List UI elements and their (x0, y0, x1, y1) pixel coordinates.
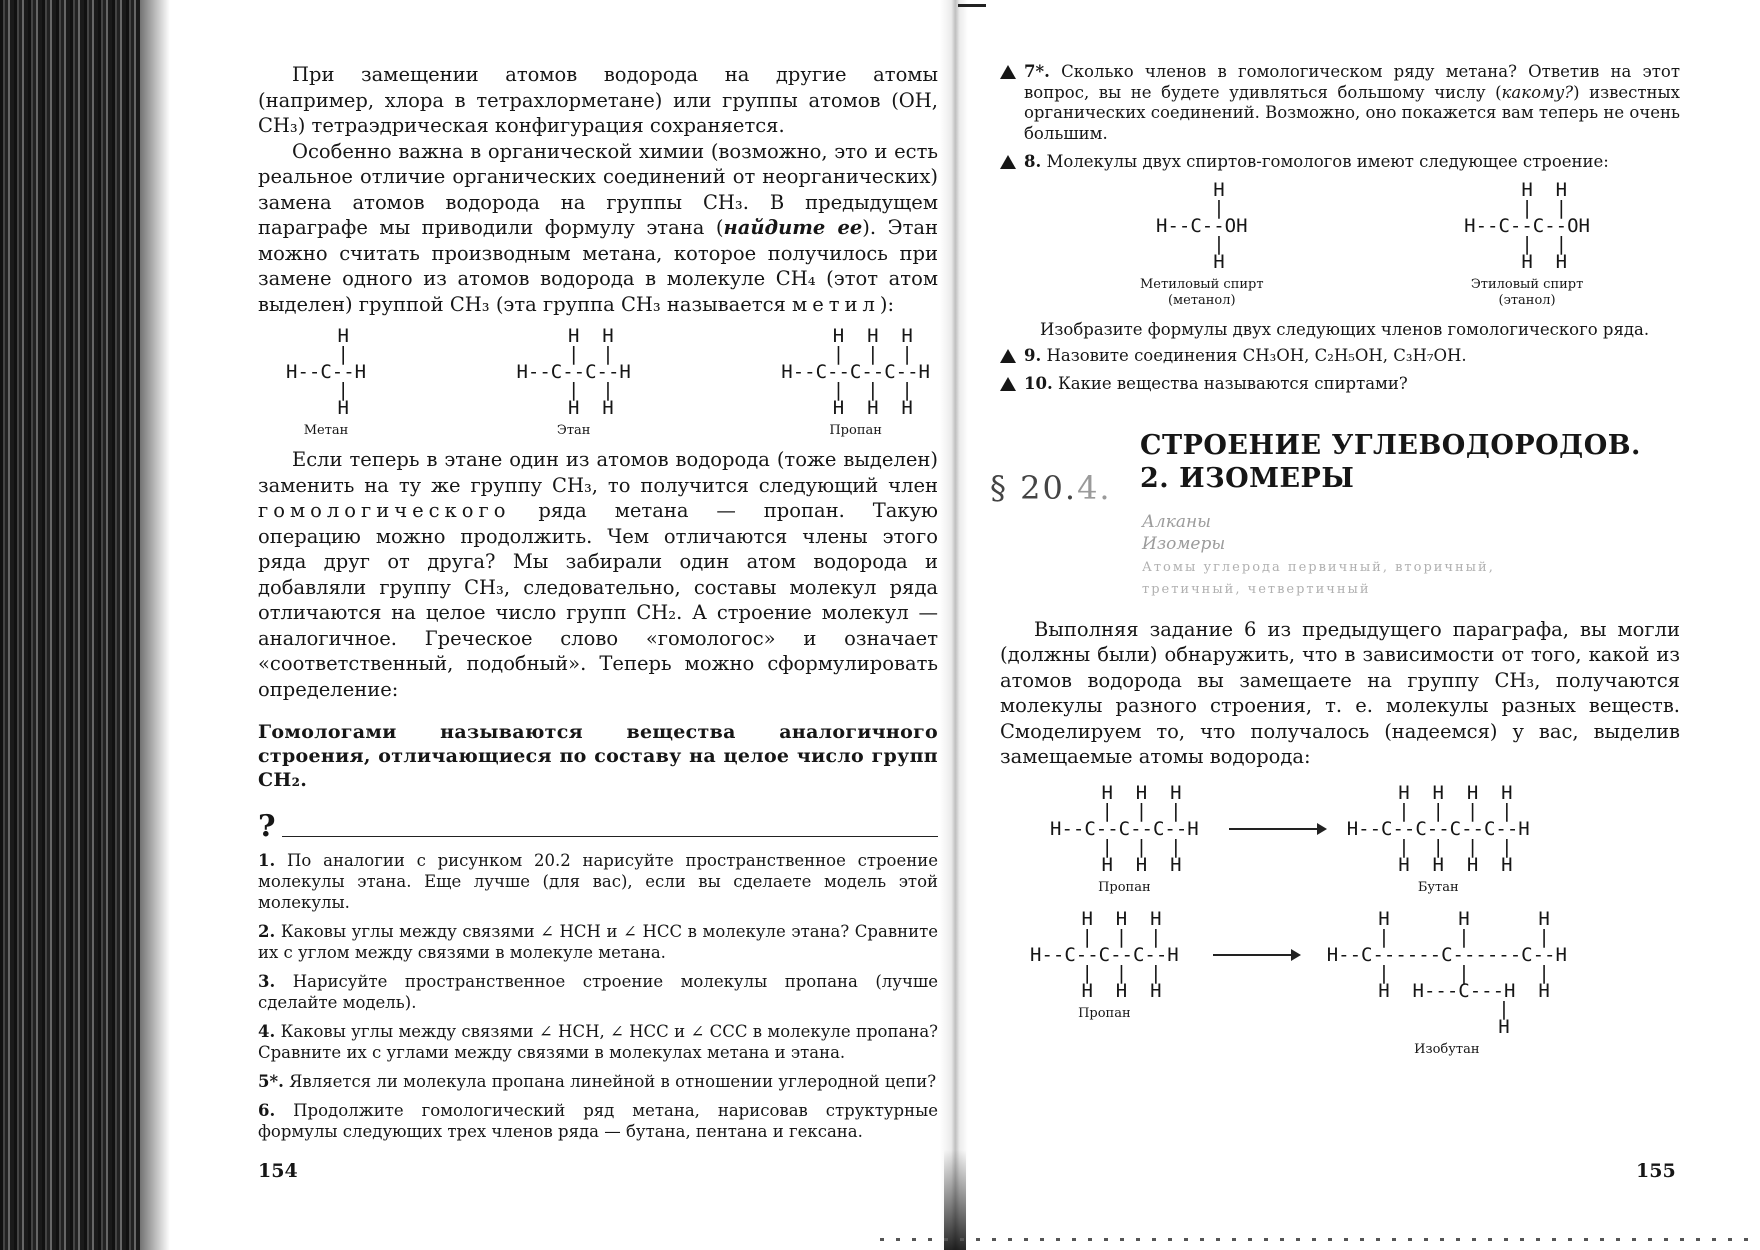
arrow-icon (1229, 828, 1325, 830)
paragraph: При замещении атомов водорода на другие атомы (например, хлора в тетрахлорметане) или группы атомов (OH, CH₃) тетраэдрическая конфигурация сохраняется. (258, 63, 938, 137)
question-item: 3. Нарисуйте пространственное строение молекулы пропана (лучше сделайте модель). (258, 972, 938, 1012)
book-gutter (940, 0, 968, 1250)
definition: Гомологами называются вещества аналогичного строения, отличающиеся по составу на целое число групп CH₂. (258, 721, 938, 791)
question-item: 7*. Сколько членов в гомологическом ряду метана? Ответив на этот вопрос, вы не будете удивляться большому числу (какому?) известных органических соединений. Возможно, оно покажется вам теперь не очень большим. (1000, 62, 1680, 144)
questions-list (258, 850, 938, 1142)
task-text: Изобразите формулы двух следующих членов гомологического ряда. (1040, 319, 1650, 339)
paragraph: Выполняя задание 6 из предыдущего параграфа, вы могли (должны были) обнаружить, что в зависимости от того, какой из атомов водорода вы замещаете на группу CH₃, получаются молекулы разного строения, т. е. молекулы разных веществ. Смоделируем то, что получалось (надеемся) у вас, выделив замещаемые атомы водорода: (1000, 617, 1680, 768)
question-item: 9. Назовите соединения CH₃OH, C₂H₅OH, C₃H₇OH. (1000, 346, 1680, 367)
keyword: Изомеры (1142, 533, 1226, 554)
question-item: 2. Каковы углы между связями ∠ HCH и ∠ HCC в молекуле этана? Сравните их с углом между связями в молекуле метана. (258, 922, 939, 962)
butane-formula: H H H H | | | | H--C--C--C--C--H | | | | H H H H Бутан (1346, 781, 1530, 895)
question-mark-icon: ? (258, 809, 276, 844)
book-spine (0, 0, 140, 1250)
homolog-formulas (258, 327, 938, 439)
page-edge (880, 1238, 1760, 1241)
paragraph: Особенно важна в органической химии (возможно, это и есть реальное отличие органических соединений от неорганических) замена атомов водорода на группы CH₃. В предыдущем параграфе мы приводили формулу этана (найдите ее). Этан можно считать производным метана, которое получилось при замене одного из атомов водорода в молекуле CH₄ (этот атом выделен) группой CH₃ (эта группа CH₃ называется метил): (258, 139, 938, 316)
section-number: § 20.4. (990, 468, 1112, 507)
ethane-formula: H H | | H--C--C--H | | H H Этан (516, 325, 631, 438)
methanol-formula: H | H--C--OH | H Метиловый спирт (метанол) (1140, 178, 1264, 308)
question-item: 10. Какие вещества называются спиртами? (1000, 374, 1680, 395)
question-item: 1. По аналогии с рисунком 20.2 нарисуйте пространственное строение молекулы этана. Еще лучше (для вас), если вы сделаете модель этой молекулы. (258, 851, 939, 912)
triangle-icon (1000, 349, 1016, 363)
propane-formula: H H H | | | H--C--C--C--H | | | H H H Пропан (1050, 781, 1199, 895)
questions-header (258, 809, 938, 844)
arrow-icon (1213, 954, 1299, 956)
keyword: третичный, четвертичный (1142, 581, 1371, 597)
isobutane-formula: H H H | | | H--C------C------C--H | | | H H---C---H H | H Изобутан (1326, 907, 1567, 1057)
page-number: 155 (1636, 1160, 1676, 1182)
alcohol-formulas (1000, 178, 1680, 309)
isomer-scheme-row2 (1000, 907, 1680, 1058)
right-page (990, 62, 1680, 1058)
section-title: СТРОЕНИЕ УГЛЕВОДОРОДОВ. 2. ИЗОМЕРЫ (1140, 429, 1641, 494)
page-number: 154 (258, 1160, 298, 1182)
keyword: Атомы углерода первичный, вторичный, (1142, 559, 1495, 575)
propane-formula: H H H | | | H--C--C--C--H | | | H H H Пропан (1030, 907, 1179, 1021)
question-item: 4. Каковы углы между связями ∠ HCH, ∠ HCC и ∠ CCC в молекуле пропана? Сравните их с углами между связями в молекулах метана и этана. (258, 1022, 938, 1062)
question-item: 8. Молекулы двух спиртов-гомологов имеют следующее строение: (1000, 152, 1680, 173)
left-page (258, 62, 938, 1142)
isomer-scheme-row1 (1000, 781, 1680, 896)
divider (282, 836, 938, 837)
ethanol-formula: H H | | H--C--C--OH | | H H Этиловый спирт (этанол) (1464, 178, 1590, 308)
paragraph: Если теперь в этане один из атомов водорода (тоже выделен) заменить на ту же группу CH₃, то получится следующий член гомологического ряда метана — пропан. Такую операцию можно продолжить. Чем отличаются члены этого ряда друг от друга? Мы забирали один атом водорода и добавляли группу CH₃, следовательно, составы молекул ряда отличаются на целое число групп CH₂. А строение молекул — аналогичное. Греческое слово «гомологос» и означает «соответственный, подобный». Теперь можно сформулировать определение: (258, 448, 938, 701)
triangle-icon (1000, 155, 1016, 169)
triangle-icon (1000, 377, 1016, 391)
scan-mark (958, 4, 986, 7)
keyword: Алканы (1142, 511, 1212, 532)
triangle-icon (1000, 65, 1016, 79)
section-header (990, 429, 1680, 605)
question-item: 6. Продолжите гомологический ряд метана, нарисовав структурные формулы следующих трех членов ряда — бутана, пентана и гексана. (258, 1101, 938, 1141)
methane-formula: H | H--C--H | H Метан (286, 325, 367, 438)
question-item: 5*. Является ли молекула пропана линейной в отношении углеродной цепи? (258, 1072, 937, 1091)
propane-formula: H H H | | | H--C--C--C--H | | | H H H Пропан (781, 325, 930, 438)
gutter-shadow (944, 1150, 966, 1250)
